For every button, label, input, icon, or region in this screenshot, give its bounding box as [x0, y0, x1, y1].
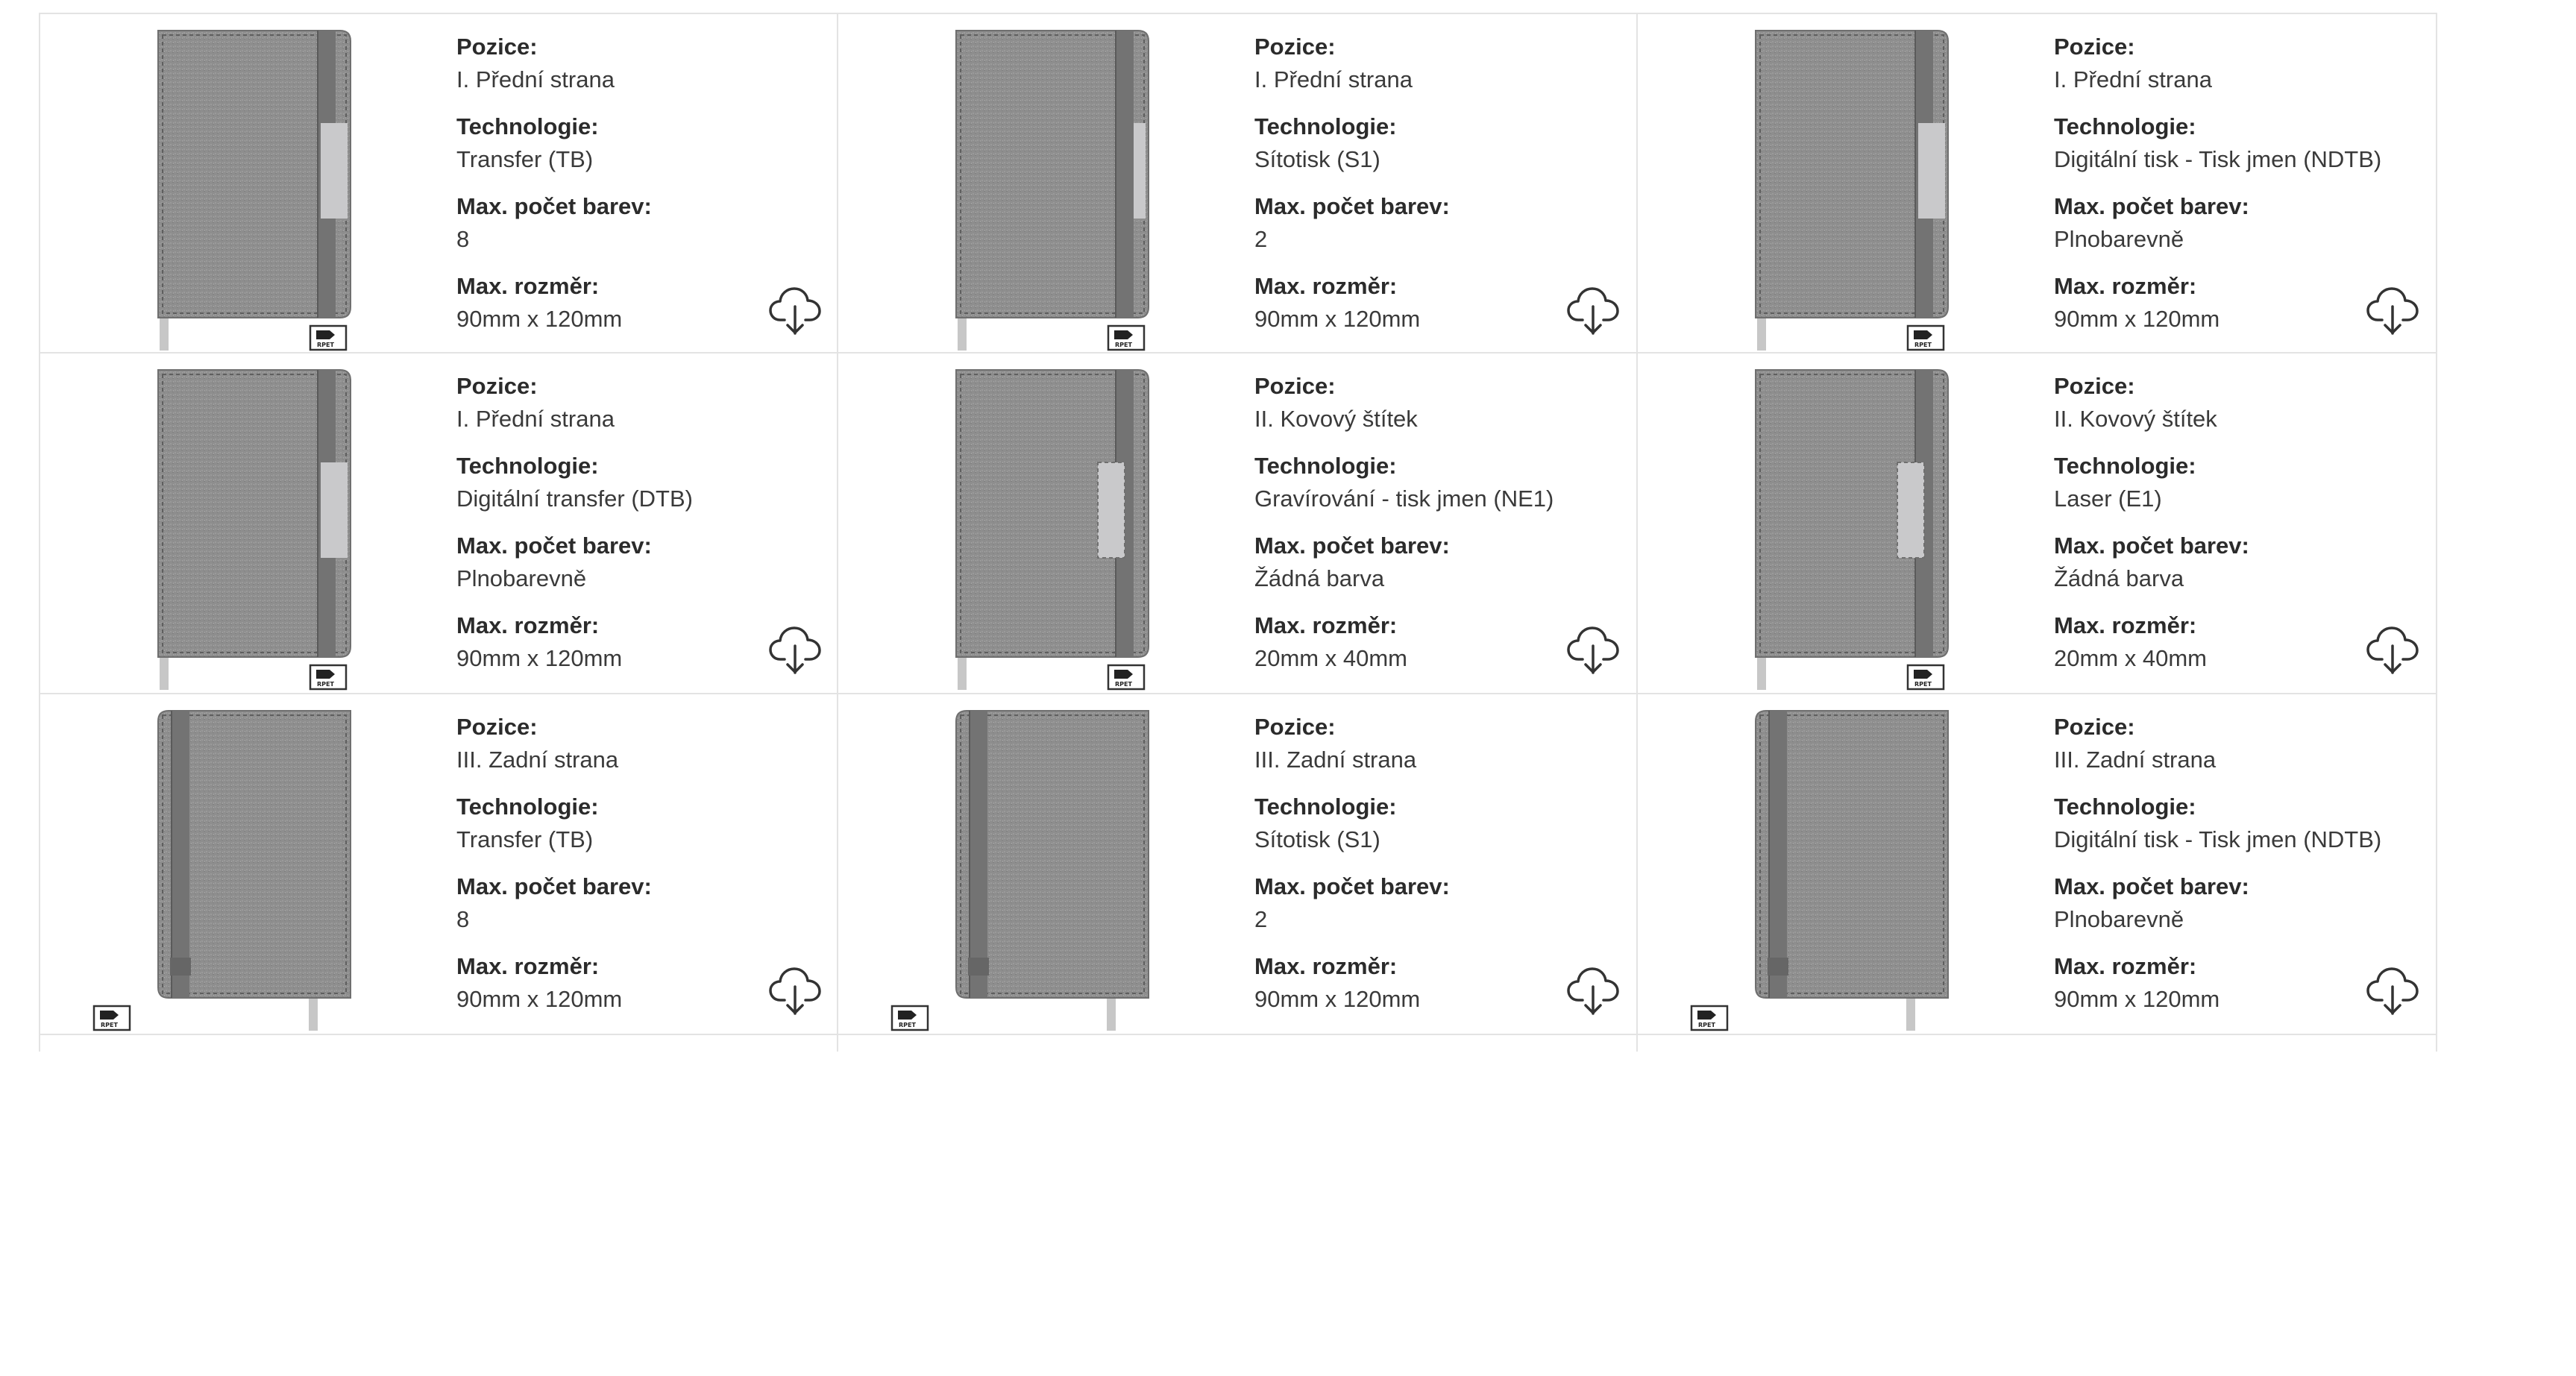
rpet-badge-icon [892, 1006, 928, 1030]
print-option-details [1254, 31, 1612, 336]
max-colors-label: Max. počet barev: [1254, 533, 1450, 559]
download-button[interactable] [1566, 963, 1620, 1017]
print-option-card [1638, 13, 2437, 354]
ribbon-bookmark [309, 993, 318, 1031]
cloud-download-icon [768, 963, 822, 1017]
max-size-label: Max. rozměr: [2054, 612, 2197, 638]
print-area [1918, 123, 1945, 219]
notebook-thumbnail [883, 14, 1196, 354]
download-button[interactable] [1566, 622, 1620, 676]
print-area [1098, 462, 1125, 558]
rpet-badge-icon [1108, 665, 1144, 689]
print-option-details [2054, 711, 2412, 1016]
max-colors-value: 2 [1254, 906, 1268, 932]
print-option-card [838, 694, 1638, 1035]
ribbon-bookmark [160, 313, 169, 351]
cloud-download-icon [1566, 283, 1620, 336]
download-button[interactable] [2366, 283, 2419, 336]
rpet-badge-text: RPET [101, 1022, 118, 1028]
rpet-badge-text: RPET [899, 1022, 916, 1028]
print-option-card-partial [1638, 1035, 2437, 1052]
position-label: Pozice: [2054, 34, 2135, 60]
position-value: III. Zadní strana [456, 747, 619, 773]
cloud-download-icon [1566, 622, 1620, 676]
cloud-download-icon [2366, 622, 2419, 676]
position-value: III. Zadní strana [2054, 747, 2217, 773]
technology-label: Technologie: [2054, 794, 2196, 820]
technology-value: Transfer (TB) [456, 826, 594, 852]
max-colors-label: Max. počet barev: [2054, 193, 2249, 219]
max-size-label: Max. rozměr: [456, 953, 600, 979]
technology-label: Technologie: [1254, 794, 1397, 820]
max-colors-label: Max. počet barev: [456, 533, 652, 559]
max-size-label: Max. rozměr: [456, 273, 600, 299]
rpet-badge-text: RPET [317, 681, 334, 688]
cloud-download-icon [1566, 963, 1620, 1017]
position-label: Pozice: [456, 714, 538, 740]
print-area [321, 123, 348, 219]
notebook-image [85, 14, 398, 354]
cloud-download-icon [2366, 963, 2419, 1017]
technology-value: Transfer (TB) [456, 146, 594, 172]
max-size-value: 90mm x 120mm [456, 645, 623, 671]
download-button[interactable] [768, 622, 822, 676]
rpet-badge-text: RPET [317, 342, 334, 348]
ribbon-bookmark [958, 653, 967, 690]
rpet-badge-icon [1108, 326, 1144, 350]
max-size-label: Max. rozměr: [2054, 953, 2197, 979]
max-colors-label: Max. počet barev: [456, 873, 652, 899]
notebook-thumbnail [883, 694, 1196, 1034]
technology-label: Technologie: [456, 453, 599, 479]
technology-label: Technologie: [2054, 113, 2196, 139]
max-size-value: 90mm x 120mm [1254, 986, 1421, 1012]
max-colors-value: Plnobarevně [456, 565, 587, 591]
max-size-value: 20mm x 40mm [1254, 645, 1407, 671]
notebook-thumbnail [85, 354, 398, 693]
technology-value: Digitální tisk - Tisk jmen (NDTB) [2054, 826, 2382, 852]
max-size-label: Max. rozměr: [1254, 273, 1398, 299]
notebook-image [883, 694, 1196, 1034]
notebook-thumbnail [1683, 694, 1996, 1034]
ribbon-bookmark [1757, 313, 1766, 351]
download-button[interactable] [2366, 622, 2419, 676]
max-size-label: Max. rozměr: [2054, 273, 2197, 299]
technology-value: Digitální transfer (DTB) [456, 486, 693, 512]
print-option-details [456, 370, 814, 675]
max-colors-value: Plnobarevně [2054, 906, 2184, 932]
notebook-image [883, 354, 1196, 693]
notebook-thumbnail [1683, 354, 1996, 693]
max-colors-value: Plnobarevně [2054, 226, 2184, 252]
ribbon-bookmark [1757, 653, 1766, 690]
technology-value: Sítotisk (S1) [1254, 146, 1380, 172]
max-colors-value: Žádná barva [1254, 565, 1385, 591]
cloud-download-icon [768, 622, 822, 676]
max-colors-value: Žádná barva [2054, 565, 2184, 591]
print-option-card [838, 13, 1638, 354]
max-size-value: 90mm x 120mm [456, 986, 623, 1012]
technology-label: Technologie: [1254, 113, 1397, 139]
max-size-label: Max. rozměr: [1254, 612, 1398, 638]
print-option-details [2054, 31, 2412, 336]
max-colors-label: Max. počet barev: [2054, 533, 2249, 559]
download-button[interactable] [2366, 963, 2419, 1017]
rpet-badge-icon [1691, 1006, 1727, 1030]
print-options-grid [39, 13, 2437, 1376]
print-option-card-partial [838, 1035, 1638, 1052]
print-option-card [39, 354, 838, 694]
print-area [1897, 462, 1924, 558]
print-option-card [1638, 354, 2437, 694]
print-option-details [1254, 711, 1612, 1016]
notebook-image [1683, 694, 1996, 1034]
ribbon-bookmark [1906, 993, 1915, 1031]
notebook-thumbnail [85, 694, 398, 1034]
print-area [321, 462, 348, 558]
max-size-value: 90mm x 120mm [2054, 986, 2220, 1012]
max-colors-value: 2 [1254, 226, 1268, 252]
technology-label: Technologie: [1254, 453, 1397, 479]
ribbon-bookmark [1107, 993, 1116, 1031]
notebook-thumbnail [85, 14, 398, 354]
position-label: Pozice: [2054, 714, 2135, 740]
position-value: I. Přední strana [456, 66, 615, 92]
position-label: Pozice: [1254, 373, 1336, 399]
ribbon-bookmark [958, 313, 967, 351]
cloud-download-icon [768, 283, 822, 336]
max-colors-label: Max. počet barev: [2054, 873, 2249, 899]
print-option-card [838, 354, 1638, 694]
max-colors-value: 8 [456, 226, 470, 252]
download-button[interactable] [1566, 283, 1620, 336]
rpet-badge-icon [1908, 665, 1944, 689]
technology-label: Technologie: [456, 113, 599, 139]
rpet-badge-text: RPET [1115, 342, 1132, 348]
ribbon-bookmark [160, 653, 169, 690]
rpet-badge-icon [94, 1006, 130, 1030]
cloud-download-icon [2366, 283, 2419, 336]
rpet-badge-text: RPET [1698, 1022, 1715, 1028]
print-option-card [39, 13, 838, 354]
position-label: Pozice: [1254, 34, 1336, 60]
position-value: I. Přední strana [1254, 66, 1413, 92]
position-value: II. Kovový štítek [1254, 406, 1418, 432]
technology-value: Sítotisk (S1) [1254, 826, 1380, 852]
print-option-card-partial [39, 1035, 838, 1052]
print-option-card [1638, 694, 2437, 1035]
technology-value: Digitální tisk - Tisk jmen (NDTB) [2054, 146, 2382, 172]
position-value: II. Kovový štítek [2054, 406, 2217, 432]
technology-label: Technologie: [456, 794, 599, 820]
max-size-label: Max. rozměr: [456, 612, 600, 638]
print-option-details [456, 711, 814, 1016]
notebook-image [85, 694, 398, 1034]
technology-label: Technologie: [2054, 453, 2196, 479]
position-label: Pozice: [456, 34, 538, 60]
position-value: I. Přední strana [456, 406, 615, 432]
position-label: Pozice: [456, 373, 538, 399]
rpet-badge-text: RPET [1914, 681, 1932, 688]
technology-value: Laser (E1) [2054, 486, 2162, 512]
rpet-badge-text: RPET [1914, 342, 1932, 348]
rpet-badge-icon [1908, 326, 1944, 350]
max-size-value: 90mm x 120mm [456, 306, 623, 332]
technology-value: Gravírování - tisk jmen (NE1) [1254, 486, 1554, 512]
notebook-image [1683, 354, 1996, 693]
position-value: I. Přední strana [2054, 66, 2212, 92]
download-button[interactable] [768, 283, 822, 336]
max-size-value: 20mm x 40mm [2054, 645, 2207, 671]
position-label: Pozice: [1254, 714, 1336, 740]
print-option-details [456, 31, 814, 336]
print-option-details [2054, 370, 2412, 675]
max-colors-label: Max. počet barev: [1254, 193, 1450, 219]
max-colors-label: Max. počet barev: [456, 193, 652, 219]
notebook-image [85, 354, 398, 693]
rpet-badge-icon [310, 326, 346, 350]
position-value: III. Zadní strana [1254, 747, 1417, 773]
max-size-label: Max. rozměr: [1254, 953, 1398, 979]
print-option-details [1254, 370, 1612, 675]
rpet-badge-text: RPET [1115, 681, 1132, 688]
notebook-thumbnail [1683, 14, 1996, 354]
rpet-badge-icon [310, 665, 346, 689]
max-size-value: 90mm x 120mm [1254, 306, 1421, 332]
max-colors-value: 8 [456, 906, 470, 932]
notebook-thumbnail [883, 354, 1196, 693]
position-label: Pozice: [2054, 373, 2135, 399]
notebook-image [1683, 14, 1996, 354]
max-size-value: 90mm x 120mm [2054, 306, 2220, 332]
max-colors-label: Max. počet barev: [1254, 873, 1450, 899]
print-option-card [39, 694, 838, 1035]
download-button[interactable] [768, 963, 822, 1017]
print-area [1134, 123, 1146, 219]
notebook-image [883, 14, 1196, 354]
